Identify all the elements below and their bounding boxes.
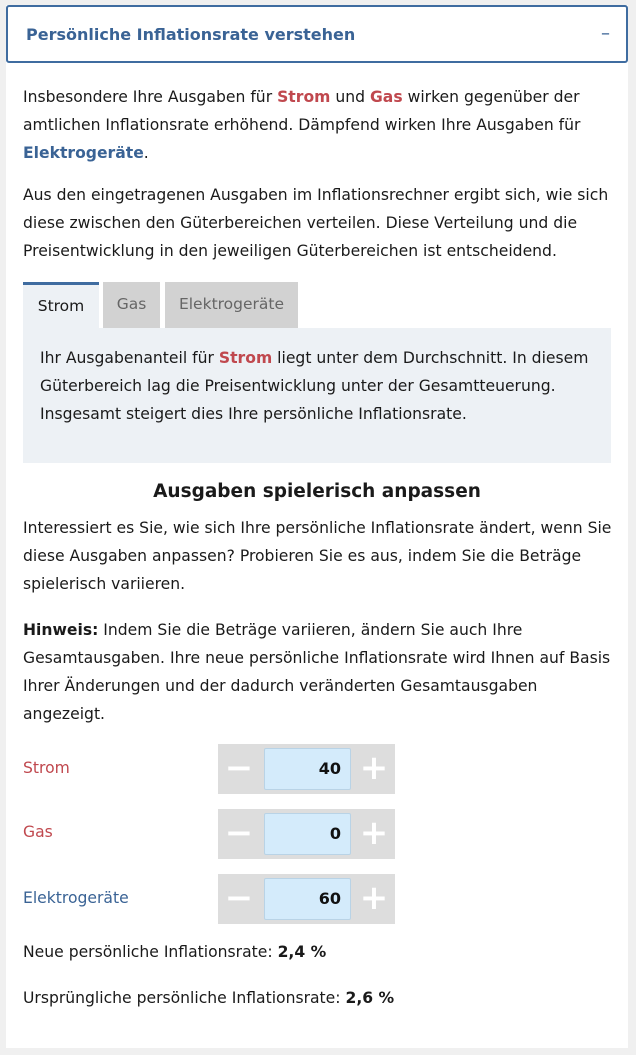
strom-highlight: Strom bbox=[277, 88, 331, 106]
elektrogeraete-input[interactable]: 60 bbox=[264, 878, 351, 920]
hint-label: Hinweis: bbox=[23, 621, 99, 639]
tab-gas[interactable]: Gas bbox=[103, 282, 160, 328]
strom-input[interactable]: 40 bbox=[264, 748, 351, 790]
tab-elektrogeraete[interactable]: Elektrogeräte bbox=[165, 282, 298, 328]
strom-stepper bbox=[218, 744, 395, 794]
intro-text: . bbox=[143, 144, 149, 162]
strom-label: Strom bbox=[23, 759, 70, 777]
intro-text: und bbox=[330, 88, 370, 106]
hint-text: Indem Sie die Beträge variieren, ändern Sie auch Ihre Gesamtausgaben. Ihre neue persönliche Inflationsrate wird Ihnen auf Basis Ihrer Änderungen und der dadurch veränderten Gesamtausgaben angezeigt. bbox=[23, 621, 611, 723]
orig-rate-value: 2,6 % bbox=[345, 989, 395, 1007]
gas-decrement-button[interactable]: − bbox=[224, 813, 254, 853]
accordion-title: Persönliche Inflationsrate verstehen bbox=[26, 25, 356, 44]
tab-panel-text bbox=[40, 344, 600, 428]
new-inflation-rate bbox=[23, 943, 326, 961]
elektrogeraete-stepper bbox=[218, 874, 395, 924]
tab-panel bbox=[23, 328, 611, 463]
gas-input[interactable]: 0 bbox=[264, 813, 351, 855]
panel-strom-highlight: Strom bbox=[218, 349, 273, 367]
accordion-header[interactable] bbox=[6, 5, 628, 63]
elektro-highlight: Elektrogeräte bbox=[23, 144, 144, 162]
intro-paragraph bbox=[23, 83, 613, 167]
intro-text: Insbesondere Ihre Ausgaben für bbox=[23, 88, 278, 106]
new-rate-label: Neue persönliche Inflationsrate: bbox=[23, 943, 278, 961]
gas-stepper bbox=[218, 809, 395, 859]
gas-label: Gas bbox=[23, 823, 53, 841]
gas-highlight: Gas bbox=[370, 88, 403, 106]
orig-rate-label: Ursprüngliche persönliche Inflationsrate: bbox=[23, 989, 346, 1007]
section-title: Ausgaben spielerisch anpassen bbox=[153, 481, 481, 502]
section-paragraph: Interessiert es Sie, wie sich Ihre persönliche Inflationsrate ändert, wenn Sie diese Ausgaben anpassen? Probieren Sie es aus, indem Sie die Beträge spielerisch variieren. bbox=[23, 519, 612, 593]
distribution-paragraph: Aus den eingetragenen Ausgaben im Inflationsrechner ergibt sich, wie sich diese zwischen den Güterbereichen verteilen. Diese Verteilung und die Preisentwicklung in den jeweiligen Güterbereichen ist entscheidend. bbox=[23, 186, 609, 260]
panel-text: liegt unter dem Durchschnitt. In diesem Güterbereich lag die Preisentwicklung unter der Gesamtteuerung. Insgesamt steigert dies Ihre persönliche Inflationsrate. bbox=[40, 349, 589, 423]
elektrogeraete-decrement-button[interactable]: − bbox=[224, 878, 254, 918]
gas-increment-button[interactable]: + bbox=[359, 813, 389, 853]
original-inflation-rate bbox=[23, 989, 394, 1007]
content-card bbox=[6, 5, 628, 1048]
collapse-icon[interactable]: – bbox=[601, 23, 610, 44]
elektrogeraete-increment-button[interactable]: + bbox=[359, 878, 389, 918]
panel-text: Ihr Ausgabenanteil für bbox=[40, 349, 219, 367]
strom-increment-button[interactable]: + bbox=[359, 748, 389, 788]
strom-decrement-button[interactable]: − bbox=[224, 748, 254, 788]
elektrogeraete-label: Elektrogeräte bbox=[23, 889, 129, 907]
intro-text: wirken gegenüber der amtlichen Inflationsrate erhöhend. Dämpfend wirken Ihre Ausgaben für bbox=[23, 88, 581, 134]
hint-paragraph bbox=[23, 616, 613, 728]
new-rate-value: 2,4 % bbox=[277, 943, 327, 961]
tab-strom[interactable]: Strom bbox=[23, 282, 99, 328]
